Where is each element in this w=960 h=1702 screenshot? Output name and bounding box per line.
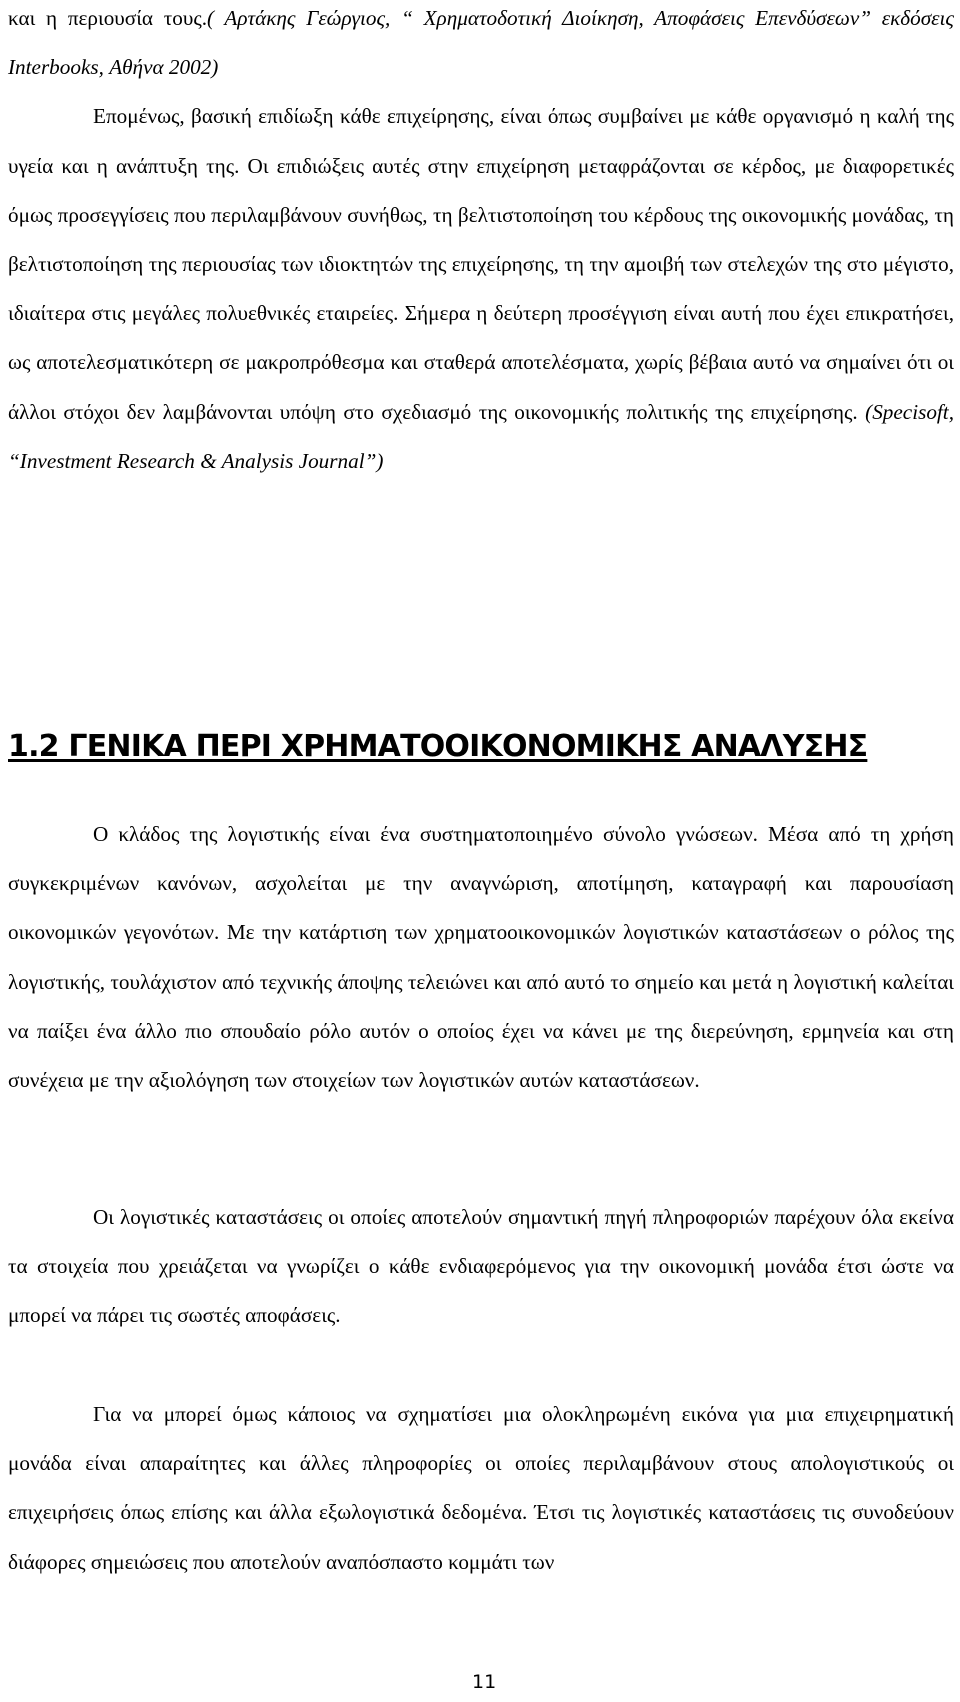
intro-lead-text: και η περιουσία τους. — [8, 6, 208, 30]
paragraph-top — [8, 0, 954, 486]
paragraph-3: Οι λογιστικές καταστάσεις οι οποίες αποτελούν σημαντική πηγή πληροφοριών παρέχουν όλα εκείνα τα στοιχεία που χρειάζεται να γνωρίζει ο κάθε ενδιαφερόμενος για την οικονομική μονάδα έτσι ώστε να μπορεί να πάρει τις σωστές αποφάσεις. — [8, 1205, 954, 1328]
paragraph-2: Ο κλάδος της λογιστικής είναι ένα συστηματοποιημένο σύνολο γνώσεων. Μέσα από τη χρήση συγκεκριμένων κανόνων, ασχολείται με την αναγνώριση, αποτίμηση, καταγραφή και παρουσίαση οικονομικών γεγονότων. Με την κατάρτιση των χρηματοοικονομικών λογιστικών καταστάσεων ο ρόλος της λογιστικής, τουλάχιστον από τεχνικής άποψης τελειώνει και από αυτό το σημείο και μετά η λογιστική καλείται να παίξει ένα άλλο πιο σπουδαίο ρόλο αυτόν ο οποίος έχει να κάνει με της διερεύνηση, ερμηνεία και στη συνέχεια με την αξιολόγηση των στοιχείων των λογιστικών αυτών καταστάσεων. — [8, 822, 954, 1093]
intro-citation: ( Αρτάκης Γεώργιος, “ Χρηματοδοτική Διοίκηση, Αποφάσεις Επενδύσεων” εκδόσεις Interbooks, Αθήνα 2002) — [8, 6, 954, 80]
section-heading: 1.2 ΓΕΝΙΚΑ ΠΕΡΙ ΧΡΗΜΑΤΟΟΙΚΟΝΟΜΙΚΗΣ ΑΝΑΛΥΣΗΣ — [8, 729, 868, 764]
document-page — [8, 0, 954, 1702]
paragraph-1-citation: (Specisoft, “Investment Research & Analysis Journal”) — [8, 399, 954, 473]
paragraph-4: Για να μπορεί όμως κάποιος να σχηματίσει μια ολοκληρωμένη εικόνα για μια επιχειρηματική μονάδα είναι απαραίτητες και άλλες πληροφορίες οι οποίες περιλαμβάνουν στους απολογιστικούς οι επιχειρήσεις όπως επίσης και άλλα εξωλογιστικά δεδομένα. Έτσι τις λογιστικές καταστάσεις τις συνοδεύουν διάφορες σημειώσεις που αποτελούν αναπόσπαστο κομμάτι των — [8, 1402, 954, 1574]
paragraph-1-text: Επομένως, βασική επιδίωξη κάθε επιχείρησης, είναι όπως συμβαίνει με κάθε οργανισμό η καλή της υγεία και η ανάπτυξη της. Οι επιδιώξεις αυτές στην επιχείρηση μεταφράζονται σε κέρδος, με διαφορετικές όμως προσεγγίσεις που περιλαμβάνουν συνήθως, τη βελτιστοποίηση του κέρδους της οικονομικής μονάδας, τη βελτιστοποίηση της περιουσίας των ιδιοκτητών της επιχείρησης, τη την αμοιβή των στελεχών της στο μέγιστο, ιδιαίτερα στις μεγάλες πολυεθνικές εταιρείες. Σήμερα η δεύτερη προσέγγιση είναι αυτή που έχει επικρατήσει, ως αποτελεσματικότερη σε μακροπρόθεσμα και σταθερά αποτελέσματα, χωρίς βέβαια αυτό να σημαίνει ότι οι άλλοι στόχοι δεν λαμβάνονται υπόψη στο σχεδιασμό της οικονομικής πολιτικής της επιχείρησης. — [8, 104, 954, 424]
page-number: 11 — [472, 1671, 497, 1693]
